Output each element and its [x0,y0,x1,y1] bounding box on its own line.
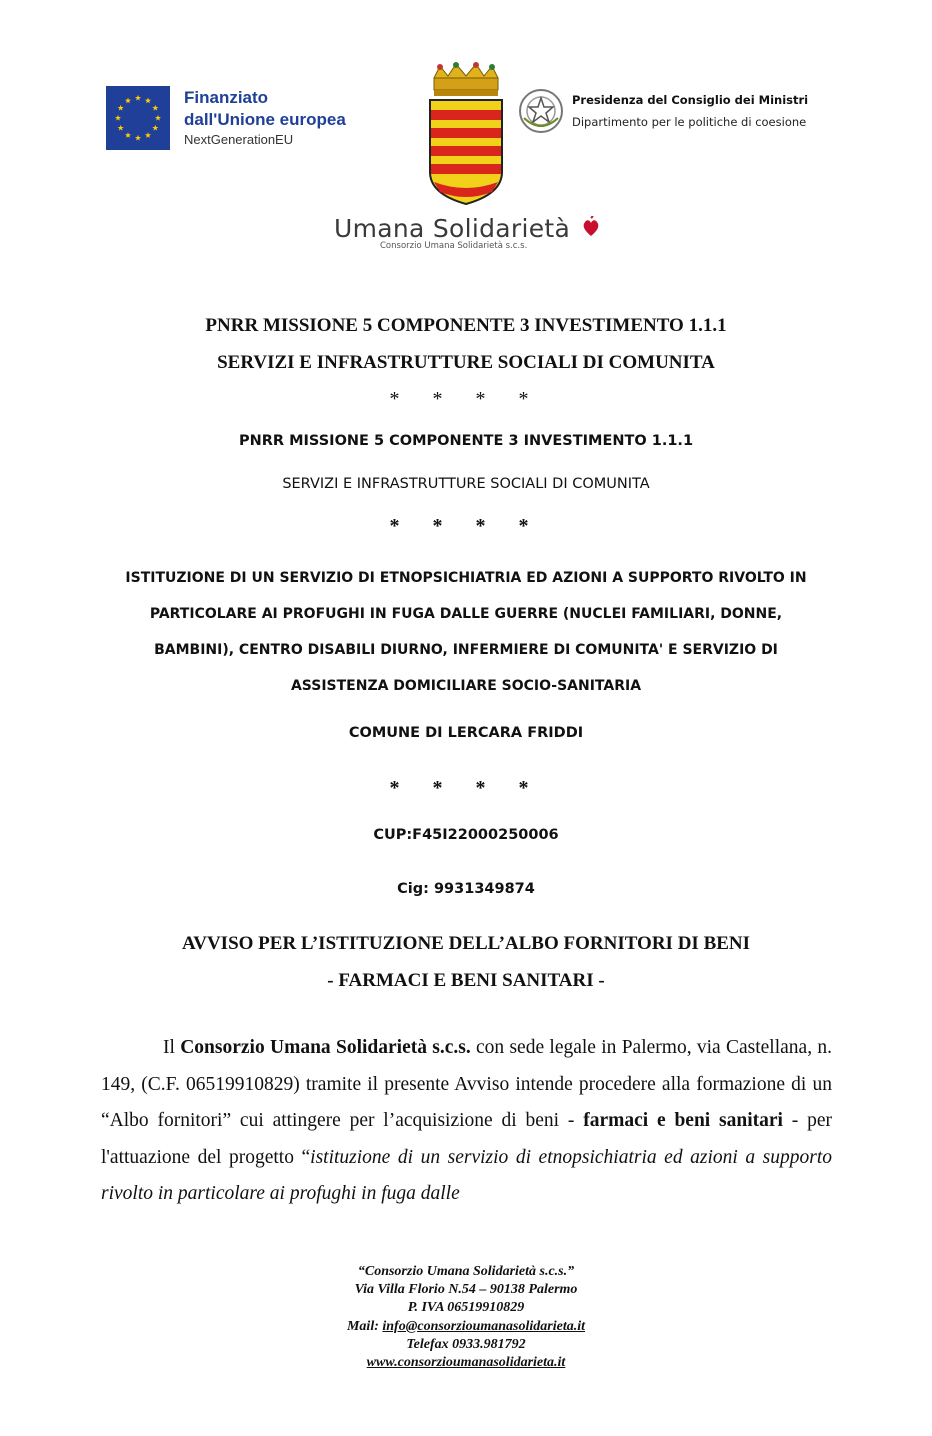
eu-star [152,125,158,131]
notice-title-line2: - FARMACI E BENI SANITARI - [327,970,605,991]
presidenza-line1: Presidenza del Consiglio dei Ministri [572,93,809,107]
body-consorzio-name: Consorzio Umana Solidarietà s.c.s. [180,1037,471,1058]
stars-divider-3: * * * * [389,777,543,799]
body-farmaci: farmaci e beni sanitari [583,1110,783,1131]
footer-website-link[interactable]: www.consorzioumanasolidarieta.it [366,1355,566,1371]
heart-icon [582,216,600,238]
eu-star [115,115,121,121]
project-title-line4: ASSISTENZA DOMICILIARE SOCIO-SANITARIA [290,678,642,694]
eu-star [125,97,131,103]
body-part5: - per l'attuazione del progetto “ [101,1110,832,1168]
comune-label: COMUNE DI LERCARA FRIDDI [348,725,584,741]
body-part3: con sede legale in Palermo, via Castellana, n. 149, (C.F. 06519910829) tramite il presente Avviso intende procedere alla formazione di un “Albo fornitori” cui attingere per l’acquisizione di beni - [101,1037,832,1131]
eu-star [118,125,124,131]
project-title-line3: BAMBINI), CENTRO DISABILI DIURNO, INFERMIERE DI COMUNITA' E SERVIZIO DI [154,642,778,658]
footer-line5: Telefax 0933.981792 [406,1336,526,1352]
eu-star [125,132,131,138]
body-project-italic: istituzione di un servizio di etnopsichiatria ed azioni a supporto rivolto in particolare ai profughi in fuga dalle [101,1146,832,1204]
title1-line2: SERVIZI E INFRASTRUTTURE SOCIALI DI COMUNITA [217,352,715,373]
eu-star [145,132,151,138]
umana-logo-sub: Consorzio Umana Solidarietà s.c.s. [380,241,528,251]
eu-star [152,105,158,111]
eu-star [118,105,124,111]
project-title-line2: PARTICOLARE AI PROFUGHI IN FUGA DALLE GUERRE (NUCLEI FAMILIARI, DONNE, [149,606,783,622]
eu-logo-line1: Finanziato [184,88,269,107]
eu-star [145,97,151,103]
cig-code: Cig: 9931349874 [397,881,535,897]
title2-line2: SERVIZI E INFRASTRUTTURE SOCIALI DI COMUNITA [282,476,650,492]
cup-code: CUP:F45I22000250006 [373,827,559,843]
stars-divider-1: * * * * [389,388,543,410]
eu-logo-line2: dall'Unione europea [184,110,346,129]
stars-divider-2: * * * * [389,515,543,537]
footer-line1: “Consorzio Umana Solidarietà s.c.s.” [357,1264,575,1279]
footer-mail-link[interactable]: info@consorzioumanasolidarieta.it [382,1318,586,1334]
eu-logo-line3: NextGenerationEU [184,132,294,147]
notice-title-line1: AVVISO PER L’ISTITUZIONE DELL’ALBO FORNITORI DI BENI [181,933,751,954]
footer-line3: P. IVA 06519910829 [407,1300,525,1316]
eu-flag-icon [106,86,170,150]
body-paragraph [101,1030,832,1213]
umana-solidarieta-logo [334,214,604,251]
footer [0,1263,932,1372]
title1-line1: PNRR MISSIONE 5 COMPONENTE 3 INVESTIMENTO 1.1.1 [205,315,727,336]
footer-line2: Via Villa Florio N.54 – 90138 Palermo [354,1282,578,1298]
eu-star [155,115,161,121]
eu-star [135,135,141,141]
title2-line1: PNRR MISSIONE 5 COMPONENTE 3 INVESTIMENTO 1.1.1 [238,433,694,449]
presidenza-line2: Dipartimento per le politiche di coesione [572,115,807,129]
project-title-line1: ISTITUZIONE DI UN SERVIZIO DI ETNOPSICHIATRIA ED AZIONI A SUPPORTO RIVOLTO IN [125,570,807,586]
municipal-crest-icon [426,62,506,208]
footer-mail-label: Mail: [346,1318,383,1334]
project-title [100,560,832,704]
footer-mail-line [0,1318,932,1336]
eu-star [135,95,141,101]
eu-funding-logo [106,86,346,150]
italian-emblem-icon [518,88,564,134]
body-part1: Il [163,1037,181,1058]
umana-logo-name: Umana Solidarietà [334,214,571,243]
presidenza-logo [518,88,808,134]
